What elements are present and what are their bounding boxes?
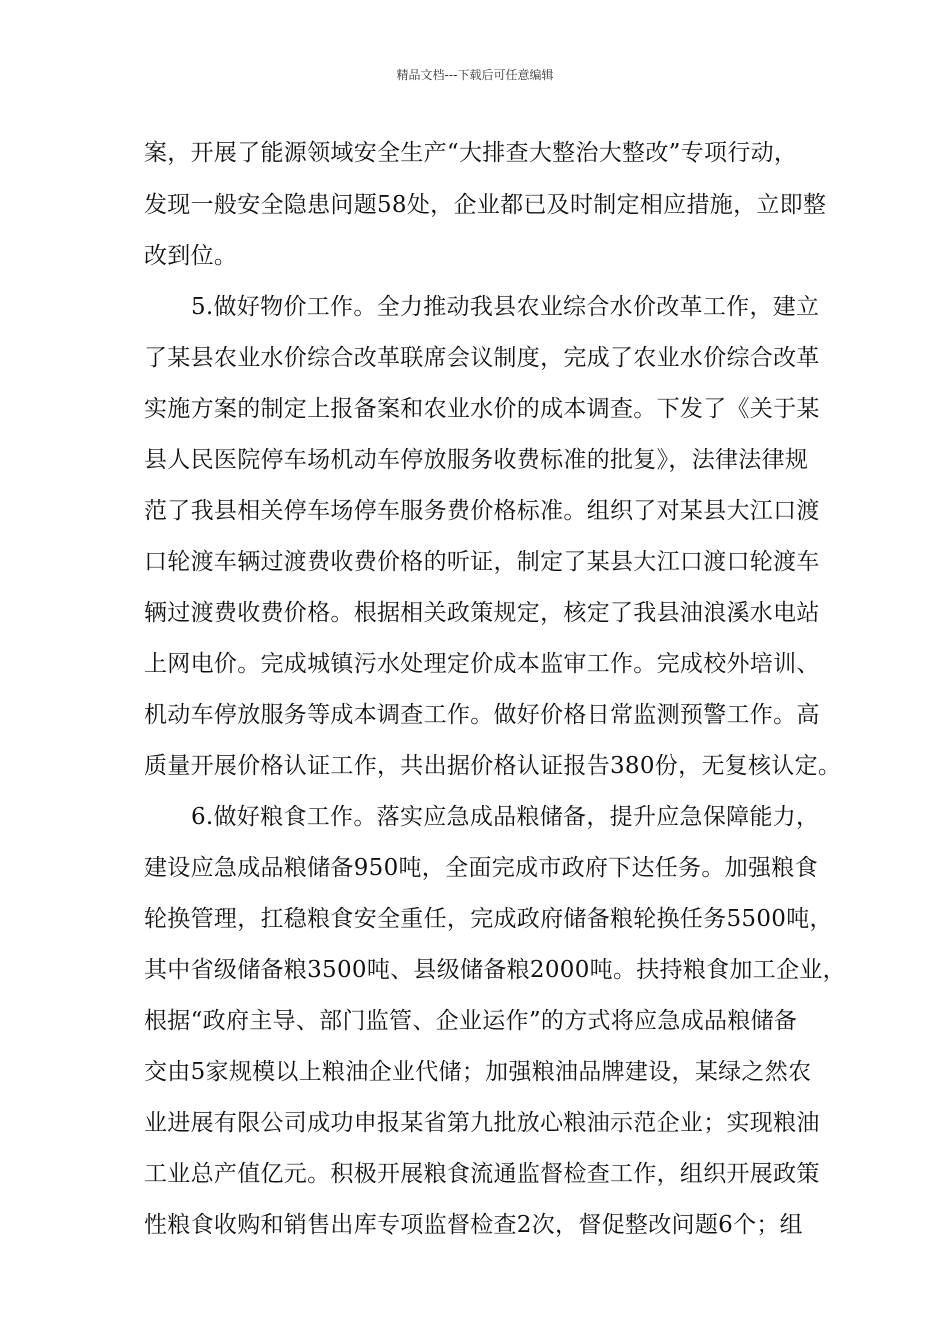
paragraph-line: 县人民医院停车场机动车停放服务收费标准的批复》，法律法律规 (144, 447, 809, 473)
paragraph-line: 性粮食收购和销售出库专项监督检查2次，督促整改问题6个；组 (144, 1212, 803, 1238)
paragraph-line: 案，开展了能源领域安全生产“大排查大整治大整改”专项行动， (144, 140, 798, 166)
paragraph-line: 辆过渡费收费价格。根据相关政策规定，核定了我县油浪溪水电站 (144, 600, 820, 626)
paragraph-line: 了某县农业水价综合改革联席会议制度，完成了农业水价综合改革 (144, 345, 820, 371)
paragraph-line: 机动车停放服务等成本调查工作。做好价格日常监测预警工作。高 (144, 702, 820, 728)
paragraph-line: 发现一般安全隐患问题58处，企业都已及时制定相应措施，立即整 (144, 192, 827, 218)
paragraph-line: 范了我县相关停车场停车服务费价格标准。组织了对某县大江口渡 (144, 498, 820, 524)
paragraph-line: 根据“政府主导、部门监管、企业运作”的方式将应急成品粮储备 (144, 1008, 798, 1034)
paragraph-line: 工业总产值亿元。积极开展粮食流通监督检查工作，组织开展政策 (144, 1161, 820, 1187)
paragraph-line: 口轮渡车辆过渡费收费价格的听证，制定了某县大江口渡口轮渡车 (144, 549, 820, 575)
paragraph-line: 5.做好物价工作。全力推动我县农业综合水价改革工作，建立 (191, 294, 820, 320)
paragraph-line: 实施方案的制定上报备案和农业水价的成本调查。下发了《关于某 (144, 396, 820, 422)
paragraph-line: 其中省级储备粮3500吨、县级储备粮2000吨。扶持粮食加工企业， (144, 957, 846, 983)
paragraph-line: 改到位。 (144, 243, 238, 269)
paragraph-line: 业进展有限公司成功申报某省第九批放心粮油示范企业；实现粮油 (144, 1110, 820, 1136)
paragraph-line: 轮换管理，扛稳粮食安全重任，完成政府储备粮轮换任务5500吨， (144, 906, 833, 932)
page-header: 精品文档---下载后可任意编辑 (396, 68, 554, 82)
paragraph-line: 建设应急成品粮储备950吨，全面完成市政府下达任务。加强粮食 (144, 855, 818, 881)
paragraph-line: 交由5家规模以上粮油企业代储；加强粮油品牌建设，某绿之然农 (144, 1059, 812, 1085)
paragraph-line: 6.做好粮食工作。落实应急成品粮储备，提升应急保障能力， (191, 804, 820, 830)
paragraph-line: 质量开展价格认证工作，共出据价格认证报告380份，无复核认定。 (144, 753, 842, 779)
paragraph-line: 上网电价。完成城镇污水处理定价成本监审工作。完成校外培训、 (144, 651, 820, 677)
